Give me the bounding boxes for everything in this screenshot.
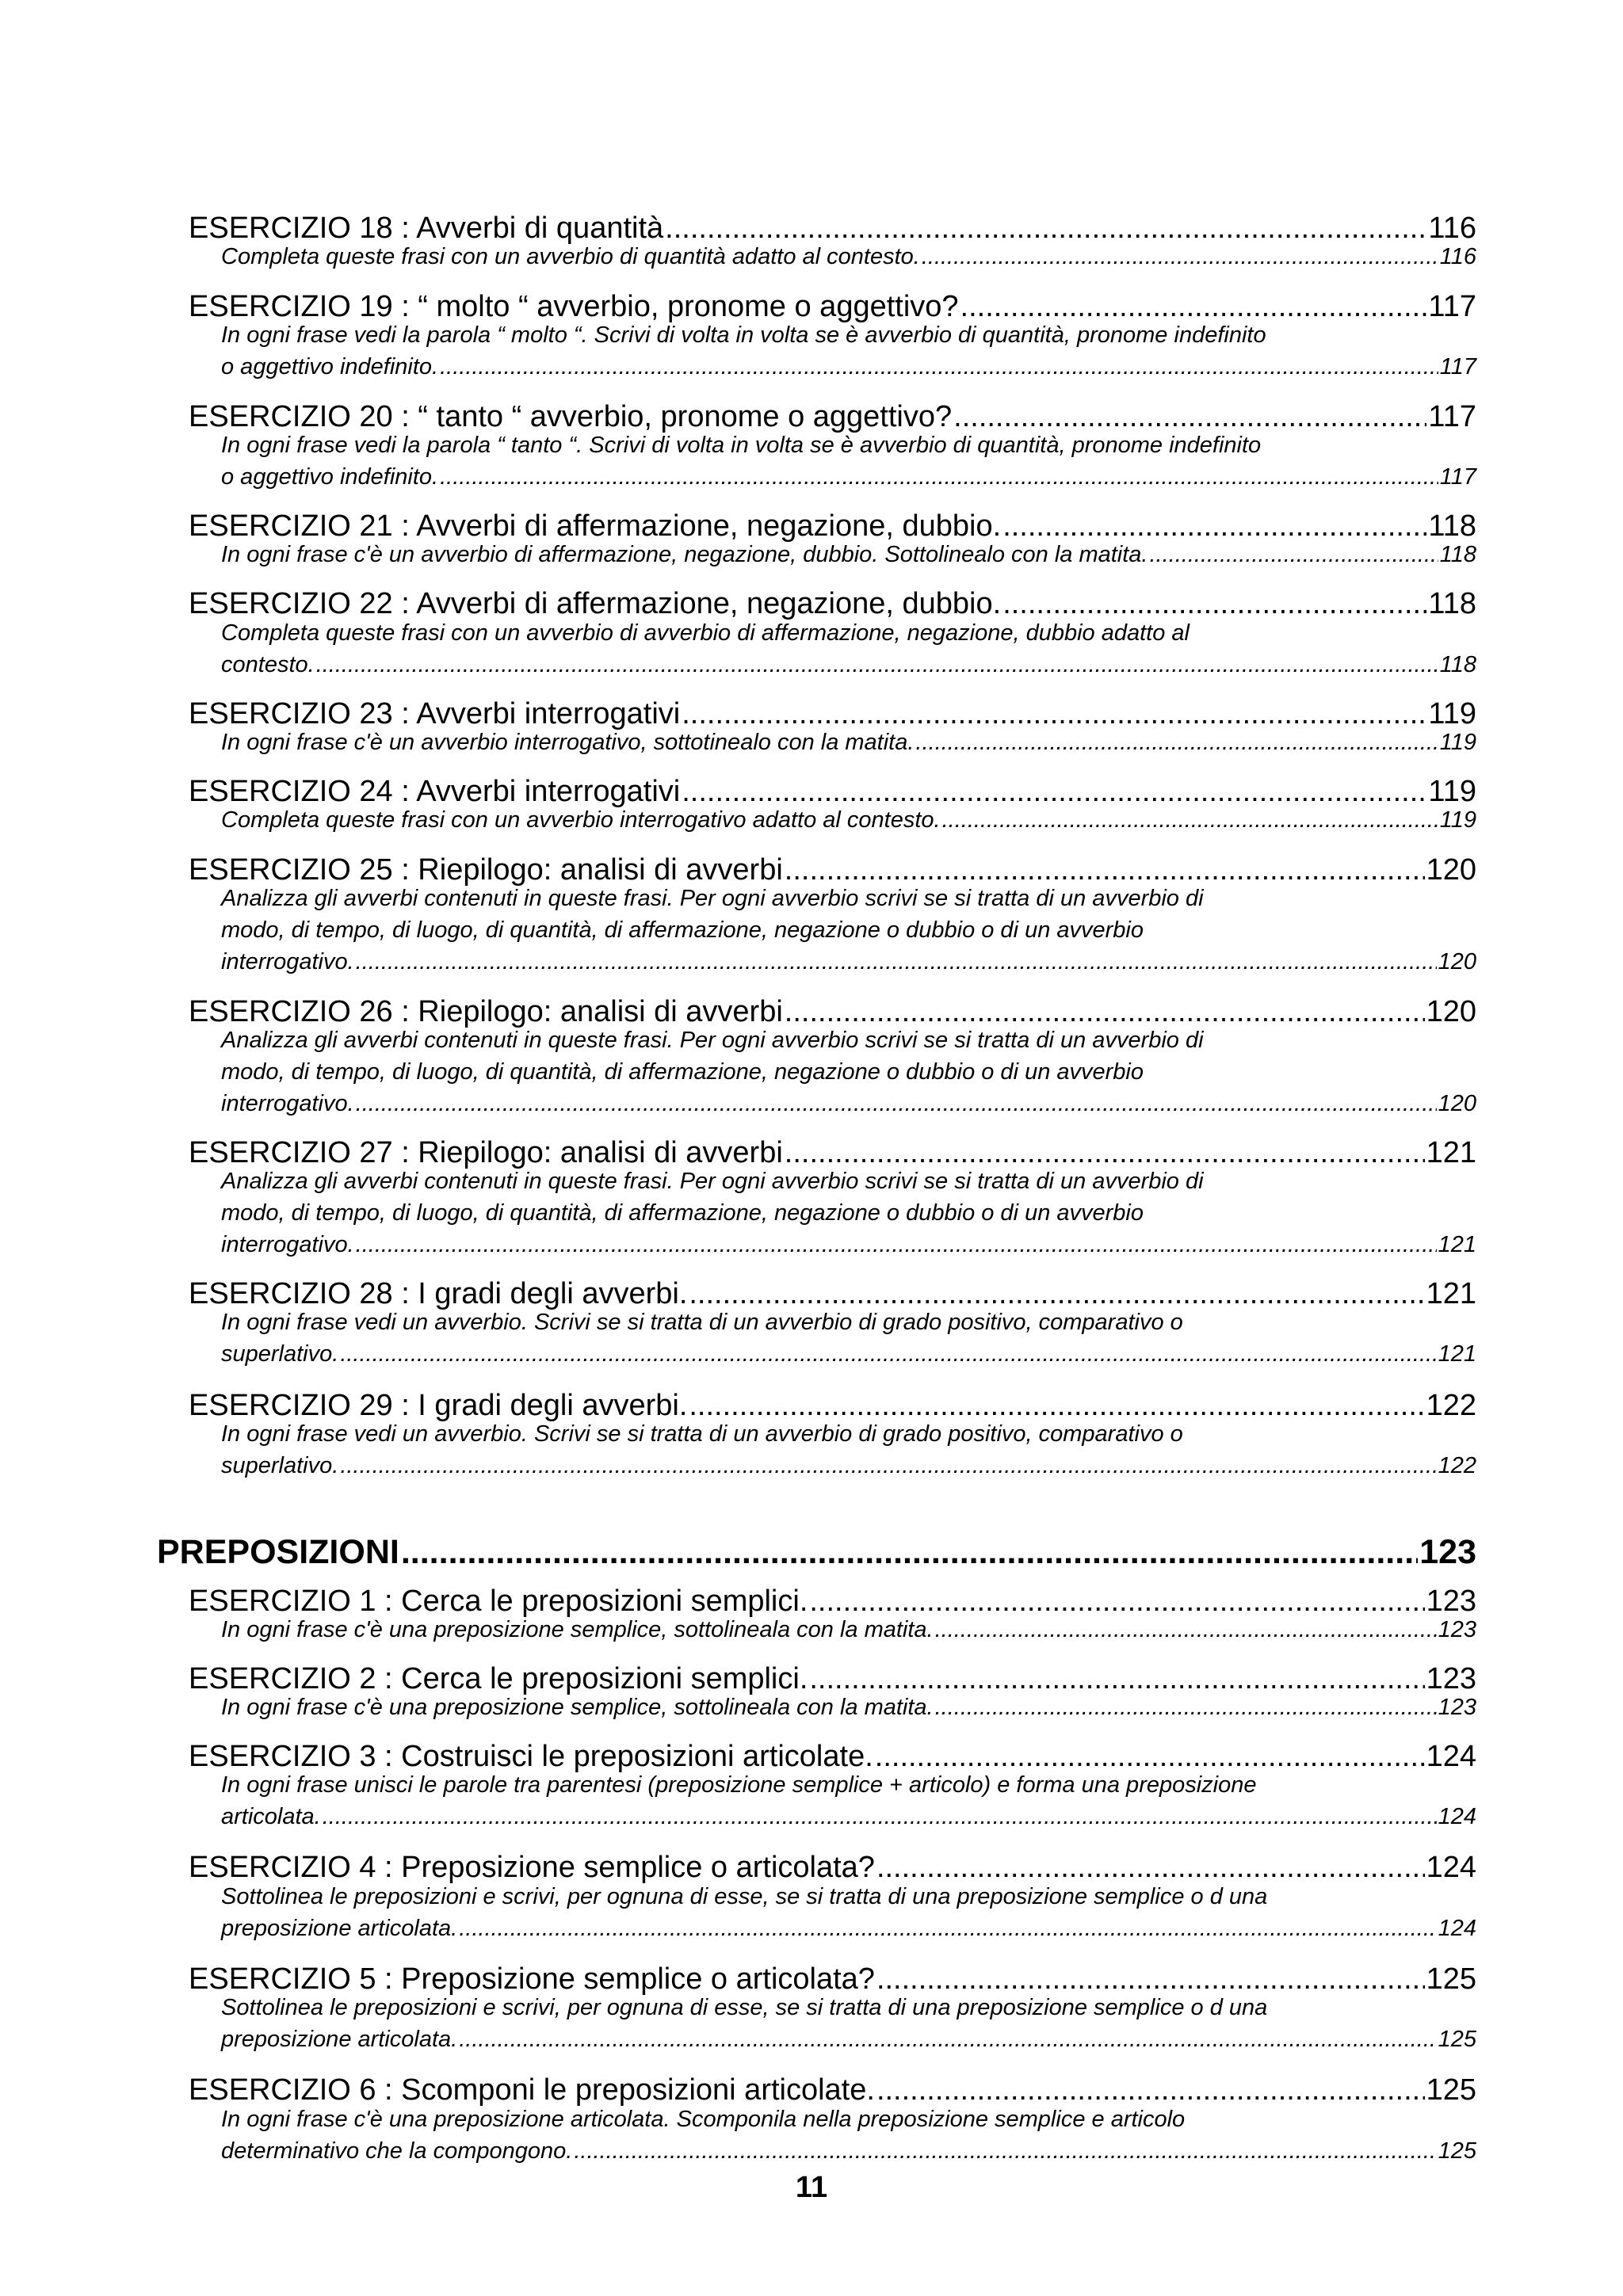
description-page-number: 123 — [1438, 1617, 1476, 1642]
toc-description-line — [221, 1453, 1476, 1479]
toc-entry-title: ESERCIZIO 27 : Riepilogo: analisi di avverbi — [189, 1136, 783, 1169]
toc-entry-title: PREPOSIZIONI — [157, 1533, 399, 1571]
toc-entry[interactable] — [189, 995, 1476, 1029]
description-page-number: 116 — [1439, 244, 1476, 269]
toc-description-line — [221, 1804, 1476, 1830]
toc-description-line — [221, 1884, 1476, 1910]
toc-description-line — [221, 464, 1476, 490]
description-page-number: 119 — [1439, 807, 1476, 833]
toc-page-number: 117 — [1428, 290, 1476, 323]
dot-leader — [316, 652, 1438, 678]
toc-description-line — [221, 1995, 1476, 2021]
toc-entry-title: ESERCIZIO 25 : Riepilogo: analisi di avverbi — [189, 853, 783, 887]
toc-entry-title: ESERCIZIO 23 : Avverbi interrogativi — [189, 697, 681, 730]
toc-entry[interactable] — [189, 1662, 1476, 1696]
dot-leader — [809, 1662, 1424, 1696]
description-text: Completa queste frasi con un avverbio di quantità adatto al contesto. — [221, 244, 920, 269]
toc-description-line — [221, 433, 1476, 459]
description-page-number: 117 — [1439, 464, 1476, 490]
description-text: In ogni frase c'è un avverbio di affermazione, negazione, dubbio. Sottolinealo con la matita. — [221, 542, 1148, 567]
toc-entry[interactable] — [189, 212, 1476, 246]
toc-entry[interactable] — [189, 587, 1476, 621]
description-text: determinativo che la compongono. — [221, 2138, 573, 2164]
toc-entry[interactable] — [189, 1851, 1476, 1885]
toc-entry-title: ESERCIZIO 29 : I gradi degli avverbi. — [189, 1389, 688, 1422]
toc-page-number: 121 — [1426, 1136, 1476, 1169]
description-page-number: 125 — [1438, 2027, 1476, 2052]
toc-entry-title: ESERCIZIO 28 : I gradi degli avverbi. — [189, 1277, 688, 1310]
description-text: In ogni frase c'è una preposizione articolata. Scomponila nella preposizione semplice e articolo — [221, 2107, 1186, 2132]
toc-description-line — [221, 2138, 1476, 2164]
toc-page-number: 124 — [1426, 1851, 1476, 1884]
description-text: superlativo. — [221, 1341, 339, 1367]
dot-leader — [785, 995, 1425, 1029]
toc-page-number: 120 — [1426, 995, 1476, 1028]
dot-leader — [682, 697, 1426, 731]
toc-entry-title: ESERCIZIO 22 : Avverbi di affermazione, negazione, dubbio. — [189, 587, 1002, 620]
toc-entry[interactable] — [189, 853, 1476, 887]
toc-description-line — [221, 1091, 1476, 1117]
toc-description-line — [221, 1310, 1476, 1336]
toc-page-number: 125 — [1426, 1962, 1476, 1996]
dot-leader — [689, 1277, 1424, 1311]
toc-entry-title: ESERCIZIO 6 : Scomponi le preposizioni articolate. — [189, 2073, 875, 2107]
toc-description-line — [221, 807, 1476, 833]
description-text: In ogni frase c'è una preposizione semplice, sottolineala con la matita. — [221, 1695, 934, 1720]
toc-entry-title: ESERCIZIO 24 : Avverbi interrogativi — [189, 775, 681, 808]
dot-leader — [876, 2073, 1425, 2107]
description-text: modo, di tempo, di luogo, di quantità, di affermazione, negazione o dubbio o di un avverbio — [221, 1059, 1144, 1085]
toc-description-line — [221, 917, 1476, 944]
dot-leader — [942, 807, 1438, 833]
description-text: In ogni frase vedi la parola “ tanto “. Scrivi di volta in volta se è avverbio di quantità, pronome indefinito — [221, 433, 1262, 458]
toc-entry[interactable] — [189, 509, 1476, 543]
toc-description-line — [221, 1028, 1476, 1054]
dot-leader — [876, 1851, 1425, 1885]
dot-leader — [356, 1091, 1437, 1117]
description-text: preposizione articolata. — [221, 1916, 458, 1941]
toc-description-line — [221, 322, 1476, 349]
toc-description-line — [221, 886, 1476, 912]
toc-page-number: 122 — [1426, 1389, 1476, 1422]
dot-leader — [953, 400, 1426, 434]
toc-description-line — [221, 354, 1476, 380]
dot-leader — [960, 290, 1427, 324]
toc-description-line — [221, 730, 1476, 756]
toc-entry-title: ESERCIZIO 3 : Costruisci le preposizioni articolate. — [189, 1740, 873, 1773]
description-text: In ogni frase vedi la parola “ molto “. Scrivi di volta in volta se è avverbio di quantità, pronome indefinito — [221, 322, 1266, 348]
toc-entry-title: ESERCIZIO 4 : Preposizione semplice o articolata? — [189, 1851, 875, 1884]
dot-leader — [323, 1804, 1437, 1830]
toc-description-line — [221, 542, 1476, 568]
description-page-number: 124 — [1438, 1804, 1476, 1829]
description-text: interrogativo. — [221, 1232, 354, 1257]
dot-leader — [459, 2027, 1436, 2053]
toc-entry-title: ESERCIZIO 19 : “ molto “ avverbio, pronome o aggettivo? — [189, 290, 959, 323]
toc-page-number: 117 — [1428, 400, 1476, 433]
toc-page-number: 116 — [1428, 212, 1476, 245]
toc-description-line — [221, 1341, 1476, 1367]
dot-leader — [665, 212, 1426, 246]
description-text: superlativo. — [221, 1453, 339, 1478]
dot-leader — [915, 730, 1438, 756]
description-page-number: 121 — [1438, 1232, 1476, 1257]
description-text: Completa queste frasi con un avverbio di avverbio di affermazione, negazione, dubbio adatto al — [221, 620, 1190, 646]
toc-page-number: 118 — [1428, 509, 1476, 543]
dot-leader — [340, 1341, 1436, 1367]
toc-page-number: 124 — [1426, 1740, 1476, 1773]
toc-description-line — [221, 1169, 1476, 1195]
description-text: Sottolinea le preposizioni e scrivi, per ognuna di esse, se si tratta di una preposizione semplice o d una — [221, 1884, 1268, 1909]
toc-description-line — [221, 244, 1476, 270]
dot-leader — [401, 1533, 1418, 1572]
description-page-number: 125 — [1438, 2138, 1476, 2164]
toc-description-line — [221, 1200, 1476, 1226]
dot-leader — [809, 1585, 1424, 1619]
toc-entry-title: ESERCIZIO 21 : Avverbi di affermazione, negazione, dubbio. — [189, 509, 1002, 543]
toc-entry[interactable] — [189, 1740, 1476, 1774]
dot-leader — [875, 1740, 1425, 1774]
description-text: In ogni frase c'è un avverbio interrogativo, sottotinealo con la matita. — [221, 730, 915, 755]
dot-leader — [1002, 587, 1426, 621]
toc-description-line — [221, 1059, 1476, 1085]
dot-leader — [689, 1389, 1424, 1423]
toc-entry[interactable] — [189, 1389, 1476, 1423]
toc-entry[interactable] — [189, 290, 1476, 324]
dot-leader — [785, 853, 1425, 887]
description-page-number: 121 — [1438, 1341, 1476, 1367]
dot-leader — [356, 949, 1437, 975]
toc-description-line — [221, 1421, 1476, 1447]
description-text: modo, di tempo, di luogo, di quantità, di affermazione, negazione o dubbio o di un avverbio — [221, 917, 1144, 943]
toc-description-line — [221, 2107, 1476, 2133]
dot-leader — [574, 2138, 1436, 2164]
toc-description-line — [221, 949, 1476, 975]
toc-description-line — [221, 1916, 1476, 1942]
description-page-number: 119 — [1439, 730, 1476, 755]
dot-leader — [876, 1962, 1425, 1997]
description-text: interrogativo. — [221, 1091, 354, 1116]
toc-entry-title: ESERCIZIO 18 : Avverbi di quantità — [189, 212, 664, 245]
description-text: interrogativo. — [221, 949, 354, 974]
toc-entry-title: ESERCIZIO 2 : Cerca le preposizioni semplici. — [189, 1662, 808, 1695]
dot-leader — [922, 244, 1438, 270]
description-text: Analizza gli avverbi contenuti in queste frasi. Per ogni avverbio scrivi se si tratta di un avverbio di — [221, 1169, 1204, 1194]
toc-description-line — [221, 620, 1476, 646]
description-page-number: 120 — [1438, 949, 1476, 974]
toc-description-line — [221, 1695, 1476, 1721]
dot-leader — [356, 1232, 1437, 1258]
toc-page-number: 123 — [1426, 1585, 1476, 1618]
toc-page-number: 120 — [1426, 853, 1476, 887]
description-text: In ogni frase c'è una preposizione semplice, sottolineala con la matita. — [221, 1617, 934, 1642]
description-page-number: 120 — [1438, 1091, 1476, 1116]
toc-entry-title: ESERCIZIO 26 : Riepilogo: analisi di avverbi — [189, 995, 783, 1028]
dot-leader — [340, 1453, 1436, 1479]
description-page-number: 122 — [1438, 1453, 1476, 1478]
toc-description-line — [221, 2027, 1476, 2053]
toc-description-line — [221, 652, 1476, 678]
toc-entry-title: ESERCIZIO 20 : “ tanto “ avverbio, pronome o aggettivo? — [189, 400, 953, 433]
toc-entry[interactable] — [189, 775, 1476, 809]
description-page-number: 123 — [1438, 1695, 1476, 1720]
toc-description-line — [221, 1617, 1476, 1643]
description-text: contesto. — [221, 652, 315, 677]
toc-page-number: 119 — [1428, 775, 1476, 808]
description-text: Analizza gli avverbi contenuti in queste frasi. Per ogni avverbio scrivi se si tratta di un avverbio di — [221, 886, 1204, 911]
toc-page-number: 125 — [1426, 2073, 1476, 2107]
description-text: o aggettivo indefinito. — [221, 354, 439, 379]
toc-page-number: 123 — [1426, 1662, 1476, 1695]
toc-entry[interactable] — [189, 1962, 1476, 1997]
dot-leader — [459, 1916, 1436, 1942]
toc-page-number: 121 — [1426, 1277, 1476, 1310]
toc-entry[interactable] — [189, 1277, 1476, 1311]
dot-leader — [1002, 509, 1426, 543]
toc-entry-title: ESERCIZIO 1 : Cerca le preposizioni semplici. — [189, 1585, 808, 1618]
toc-entry[interactable] — [189, 697, 1476, 731]
description-page-number: 117 — [1439, 354, 1476, 379]
toc-entry[interactable] — [189, 1136, 1476, 1170]
description-text: articolata. — [221, 1804, 321, 1829]
toc-page-number: 123 — [1419, 1533, 1476, 1571]
description-text: Analizza gli avverbi contenuti in queste frasi. Per ogni avverbio scrivi se si tratta di un avverbio di — [221, 1028, 1204, 1053]
description-text: In ogni frase unisci le parole tra parentesi (preposizione semplice + articolo) e forma una preposizione — [221, 1772, 1257, 1798]
description-text: Sottolinea le preposizioni e scrivi, per ognuna di esse, se si tratta di una preposizione semplice o d una — [221, 1995, 1268, 2020]
description-page-number: 124 — [1438, 1916, 1476, 1941]
description-page-number: 118 — [1439, 652, 1476, 677]
toc-entry[interactable] — [189, 1585, 1476, 1619]
dot-leader — [1150, 542, 1438, 568]
dot-leader — [682, 775, 1426, 809]
description-text: o aggettivo indefinito. — [221, 464, 439, 490]
toc-description-line — [221, 1232, 1476, 1258]
toc-section[interactable] — [157, 1533, 1476, 1572]
dot-leader — [440, 354, 1438, 380]
dot-leader — [935, 1695, 1437, 1721]
description-text: Completa queste frasi con un avverbio interrogativo adatto al contesto. — [221, 807, 941, 833]
description-page-number: 118 — [1439, 542, 1476, 567]
toc-description-line — [221, 1772, 1476, 1798]
description-text: In ogni frase vedi un avverbio. Scrivi se si tratta di un avverbio di grado positivo, comparativo o — [221, 1421, 1183, 1447]
toc-entry-title: ESERCIZIO 5 : Preposizione semplice o articolata? — [189, 1962, 875, 1996]
page-number: 11 — [795, 2171, 828, 2204]
toc-entry[interactable] — [189, 400, 1476, 434]
description-text: In ogni frase vedi un avverbio. Scrivi se si tratta di un avverbio di grado positivo, comparativo o — [221, 1310, 1183, 1335]
toc-page-number: 118 — [1428, 587, 1476, 620]
toc-entry[interactable] — [189, 2073, 1476, 2107]
dot-leader — [440, 464, 1438, 490]
description-text: modo, di tempo, di luogo, di quantità, di affermazione, negazione o dubbio o di un avverbio — [221, 1200, 1144, 1226]
description-text: preposizione articolata. — [221, 2027, 458, 2052]
toc-page-number: 119 — [1428, 697, 1476, 730]
dot-leader — [785, 1136, 1425, 1170]
dot-leader — [935, 1617, 1437, 1643]
